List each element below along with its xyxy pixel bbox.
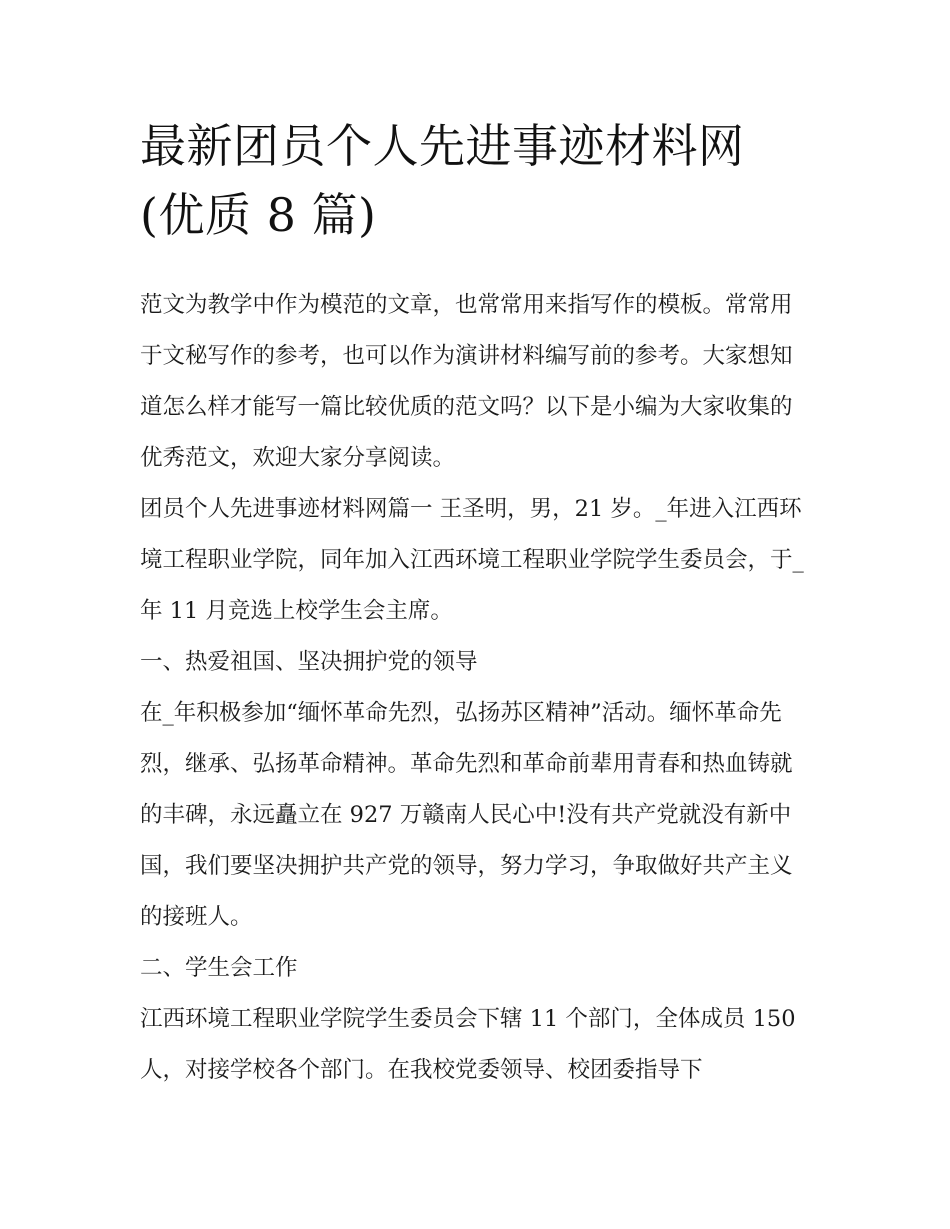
- title-line-1: 最新团员个人先进事迹材料网: [140, 119, 745, 173]
- section-heading-1: 一、热爱祖国、坚决拥护党的领导: [140, 649, 478, 675]
- document-body: [140, 280, 812, 1096]
- paragraph-profile: 团员个人先进事迹材料网篇一 王圣明，男，21 岁。_年进入江西环境工程职业学院，同年加入江西环境工程职业学院学生委员会，于_年 11 月竞选上校学生会主席。: [140, 496, 804, 624]
- title-line-2: (优质 8 篇): [140, 188, 377, 242]
- paragraph-student-union: 江西环境工程职业学院学生委员会下辖 11 个部门，全体成员 150 人，对接学校各个部门。在我校党委领导、校团委指导下: [140, 1006, 796, 1083]
- paragraph-patriotism: 在_年积极参加“缅怀革命先烈，弘扬苏区精神”活动。缅怀革命先烈，继承、弘扬革命精神。革命先烈和革命前辈用青春和热血铸就的丰碑，永远矗立在 927 万赣南人民心中!没有共产党就没有新中国，我们要坚决拥护共产党的领导，努力学习，争取做好共产主义的接班人。: [140, 700, 793, 930]
- document-title: [140, 112, 820, 250]
- paragraph-intro: 范文为教学中作为模范的文章，也常常用来指写作的模板。常常用于文秘写作的参考，也可以作为演讲材料编写前的参考。大家想知道怎么样才能写一篇比较优质的范文吗？以下是小编为大家收集的优秀范文，欢迎大家分享阅读。: [140, 292, 793, 471]
- section-heading-2: 二、学生会工作: [140, 955, 298, 981]
